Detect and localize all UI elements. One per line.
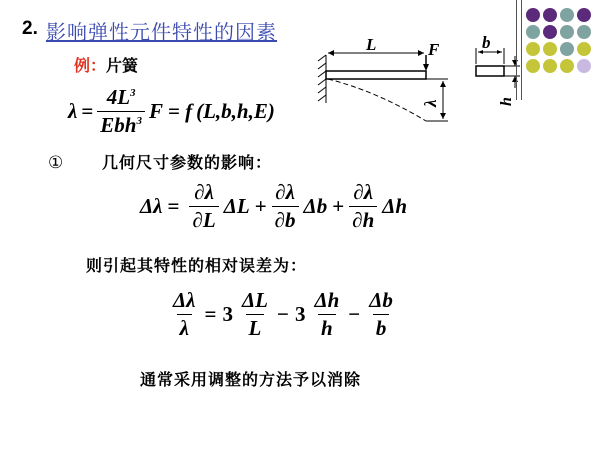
formula-total-differential xyxy=(140,180,407,233)
decor-dot xyxy=(577,42,591,56)
decor-dot xyxy=(543,8,557,22)
decor-line-1 xyxy=(516,0,517,100)
formula2-op: + xyxy=(254,194,267,218)
formula1-den-exp: 3 xyxy=(136,115,142,127)
label-h: h xyxy=(498,97,515,106)
slide-title-number: 2. xyxy=(22,18,38,39)
formula3-coef: 3 xyxy=(222,302,233,326)
formula-relative-error xyxy=(170,288,396,341)
decor-dot xyxy=(577,8,591,22)
formula1-eq: = xyxy=(81,99,94,123)
formula3-op: − xyxy=(348,302,361,326)
formula2-term-delta: Δh xyxy=(382,194,408,218)
decor-dot xyxy=(560,59,574,73)
conclusion-text: 通常采用调整的方法予以消除 xyxy=(140,370,362,389)
decor-dot xyxy=(526,59,540,73)
section-marker: ① xyxy=(48,153,64,173)
formula2-eq: = xyxy=(167,194,180,218)
decor-line-2 xyxy=(521,0,522,100)
decor-dot xyxy=(543,25,557,39)
formula3-lhs-fraction: $\frac{\Delta\lambda}{\lambda}$ xyxy=(173,288,196,340)
label-L: L xyxy=(366,35,377,54)
formula1-num: 4L xyxy=(106,85,131,109)
formula2-term-fraction: $\frac{\partial\lambda}{\partial L}$ xyxy=(189,180,218,233)
example-item: 片簧 xyxy=(106,56,139,75)
formula3-coef: 3 xyxy=(294,302,306,326)
deflection-curve xyxy=(328,79,426,121)
spring-beam xyxy=(326,71,426,79)
section-rect xyxy=(476,66,504,76)
formula1-lhs: λ xyxy=(68,99,78,123)
formula1-fraction xyxy=(97,85,145,138)
formula3-op: − xyxy=(276,302,289,326)
formula2-term-delta: Δb xyxy=(303,194,328,218)
decor-dot-grid xyxy=(526,8,592,73)
decor-dot xyxy=(577,25,591,39)
decor-dot xyxy=(543,59,557,73)
section-heading: 几何尺寸参数的影响： xyxy=(102,153,273,172)
decor-dot xyxy=(526,25,540,39)
formula2-lhs: Δλ xyxy=(140,194,163,218)
formula1-args: (L,b,h,E) xyxy=(196,99,275,123)
formula2-term-delta: ΔL xyxy=(223,194,250,218)
slide-title: 影响弹性元件特性的因素 xyxy=(46,20,277,44)
formula3-fraction-L: $\frac{\Delta L}{L}$ xyxy=(241,288,268,340)
label-lambda: λ xyxy=(421,99,440,107)
formula2-term-fraction: $\frac{\partial\lambda}{\partial h}$ xyxy=(349,180,377,233)
label-F: F xyxy=(428,40,440,59)
decor-dot xyxy=(526,42,540,56)
formula1-den: Ebh xyxy=(100,113,137,137)
formula2-term-fraction: $\frac{\partial\lambda}{\partial b}$ xyxy=(272,180,299,233)
decor-dot xyxy=(526,8,540,22)
formula3-fraction-h: $\frac{\Delta h}{h}$ xyxy=(314,288,340,340)
example-line xyxy=(74,53,138,76)
formula2-op: + xyxy=(332,194,345,218)
decor-dot xyxy=(560,42,574,56)
formula3-eq: = xyxy=(204,302,217,326)
cantilever-diagram xyxy=(316,35,456,135)
decor-dot xyxy=(560,25,574,39)
example-label: 例： xyxy=(74,56,107,75)
decor-dot xyxy=(577,59,591,73)
decor-dot xyxy=(543,42,557,56)
formula-deflection xyxy=(68,85,275,138)
formula3-fraction-b: $\frac{\Delta b}{b}$ xyxy=(369,288,393,340)
wall-hatch xyxy=(318,55,326,103)
label-b: b xyxy=(482,33,491,52)
decor-dot xyxy=(560,8,574,22)
relative-error-text: 则引起其特性的相对误差为： xyxy=(86,256,308,275)
formula1-mid: F = f xyxy=(148,99,193,123)
formula1-num-exp: 3 xyxy=(130,87,136,99)
